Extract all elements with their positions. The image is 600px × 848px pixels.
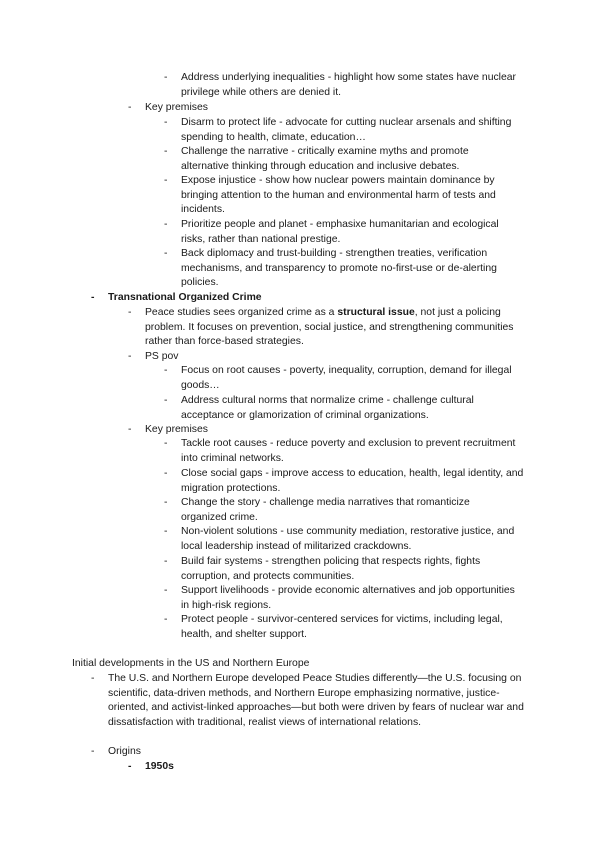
list-item bbox=[164, 525, 517, 554]
dash-marker: - bbox=[164, 146, 168, 157]
section-heading-toc: Transnational Organized Crime bbox=[108, 292, 262, 303]
dash-marker: - bbox=[128, 307, 132, 318]
dash-marker: - bbox=[128, 761, 132, 772]
dash-marker: - bbox=[91, 746, 95, 757]
list-item-text: Protect people - survivor-centered services for victims, including legal, health, and shelter support. bbox=[181, 614, 503, 640]
dash-marker: - bbox=[164, 497, 168, 508]
intro-before: Peace studies sees organized crime as a bbox=[145, 307, 338, 318]
intro-after: , not just a policing problem. It focuses on prevention, social justice, and strengthening communities rather than force-based strategies. bbox=[145, 307, 514, 348]
dash-marker: - bbox=[164, 219, 168, 230]
dash-marker: - bbox=[164, 526, 168, 537]
list-item-text: Challenge the narrative - critically examine myths and promote alternative thinking through education and inclusive debates. bbox=[181, 146, 469, 172]
list-item-text: Prioritize people and planet - emphasixe humanitarian and ecological risks, rather than national prestige. bbox=[181, 219, 499, 245]
list-item-text: Tackle root causes - reduce poverty and exclusion to prevent recruitment into criminal networks. bbox=[181, 438, 516, 464]
list-item-text: Change the story - challenge media narratives that romanticize organized crime. bbox=[181, 497, 470, 523]
list-item bbox=[91, 291, 508, 306]
list-item bbox=[164, 394, 517, 423]
list-item bbox=[128, 101, 445, 116]
list-item-text: Non-violent solutions - use community mediation, restorative justice, and local leadership instead of militarized crackdowns. bbox=[181, 526, 515, 552]
list-item bbox=[164, 218, 517, 247]
dash-marker: - bbox=[128, 351, 132, 362]
dash-marker: - bbox=[164, 438, 168, 449]
list-item bbox=[91, 672, 528, 730]
dash-marker: - bbox=[128, 102, 132, 113]
list-item bbox=[164, 496, 517, 525]
list-item-text: Build fair systems - strengthen policing that respects rights, fights corruption, and protects communities. bbox=[181, 556, 481, 582]
section-heading-initial: Initial developments in the US and Northern Europe bbox=[72, 658, 310, 669]
key-premises-label: Key premises bbox=[145, 424, 208, 435]
dash-marker: - bbox=[91, 673, 95, 684]
list-item-text: Address cultural norms that normalize crime - challenge cultural acceptance or glamorization of criminal organizations. bbox=[181, 395, 474, 421]
list-item bbox=[164, 145, 517, 174]
list-item bbox=[164, 555, 517, 584]
list-item-text: Back diplomacy and trust-building - strengthen treaties, verification mechanisms, and transparency to promote no-first-use or de-alerting policies. bbox=[181, 248, 497, 289]
list-item-text: Close social gaps - improve access to education, health, legal identity, and migration protections. bbox=[181, 468, 524, 494]
list-item-text: Focus on root causes - poverty, inequality, corruption, demand for illegal goods… bbox=[181, 365, 512, 391]
list-item bbox=[164, 613, 529, 642]
dash-marker: - bbox=[164, 585, 168, 596]
dash-marker: - bbox=[164, 117, 168, 128]
list-item bbox=[164, 174, 517, 218]
list-item bbox=[91, 745, 408, 760]
list-item-text: Disarm to protect life - advocate for cutting nuclear arsenals and shifting spending to health, climate, education… bbox=[181, 117, 512, 143]
initial-paragraph: The U.S. and Northern Europe developed Peace Studies differently—the U.S. focusing on scientific, data-driven methods, and Northern Europe emphasizing normative, justice-oriented, and activist-linked approaches—but both were driven by fears of nuclear war and dissatisfaction with traditional, realist views of international relations. bbox=[108, 673, 524, 728]
origins-label: Origins bbox=[108, 746, 141, 757]
list-item bbox=[164, 437, 517, 466]
toc-intro-text bbox=[145, 306, 517, 350]
list-item bbox=[128, 350, 445, 365]
dash-marker: - bbox=[164, 468, 168, 479]
list-item-text: Expose injustice - show how nuclear powers maintain dominance by bringing attention to the human and environmental harm of tests and incidents. bbox=[181, 175, 496, 216]
list-item bbox=[128, 306, 517, 350]
list-item bbox=[164, 116, 517, 145]
list-item bbox=[164, 467, 527, 496]
list-item bbox=[128, 760, 345, 775]
dash-marker: - bbox=[164, 614, 168, 625]
dash-marker: - bbox=[164, 395, 168, 406]
dash-marker: - bbox=[164, 175, 168, 186]
list-item bbox=[164, 364, 517, 393]
list-item bbox=[164, 584, 517, 613]
list-item bbox=[164, 71, 517, 100]
list-item bbox=[164, 247, 517, 291]
ps-pov-label: PS pov bbox=[145, 351, 179, 362]
decade-heading: 1950s bbox=[145, 761, 174, 772]
intro-bold: structural issue bbox=[337, 307, 415, 318]
key-premises-label: Key premises bbox=[145, 102, 208, 113]
dash-marker: - bbox=[91, 292, 95, 303]
dash-marker: - bbox=[164, 365, 168, 376]
dash-marker: - bbox=[128, 424, 132, 435]
dash-marker: - bbox=[164, 248, 168, 259]
list-item-text: Address underlying inequalities - highlight how some states have nuclear privilege while others are denied it. bbox=[181, 72, 517, 98]
dash-marker: - bbox=[164, 72, 168, 83]
dash-marker: - bbox=[164, 556, 168, 567]
list-item bbox=[128, 423, 445, 438]
list-item-text: Support livelihoods - provide economic alternatives and job opportunities in high-risk regions. bbox=[181, 585, 515, 611]
